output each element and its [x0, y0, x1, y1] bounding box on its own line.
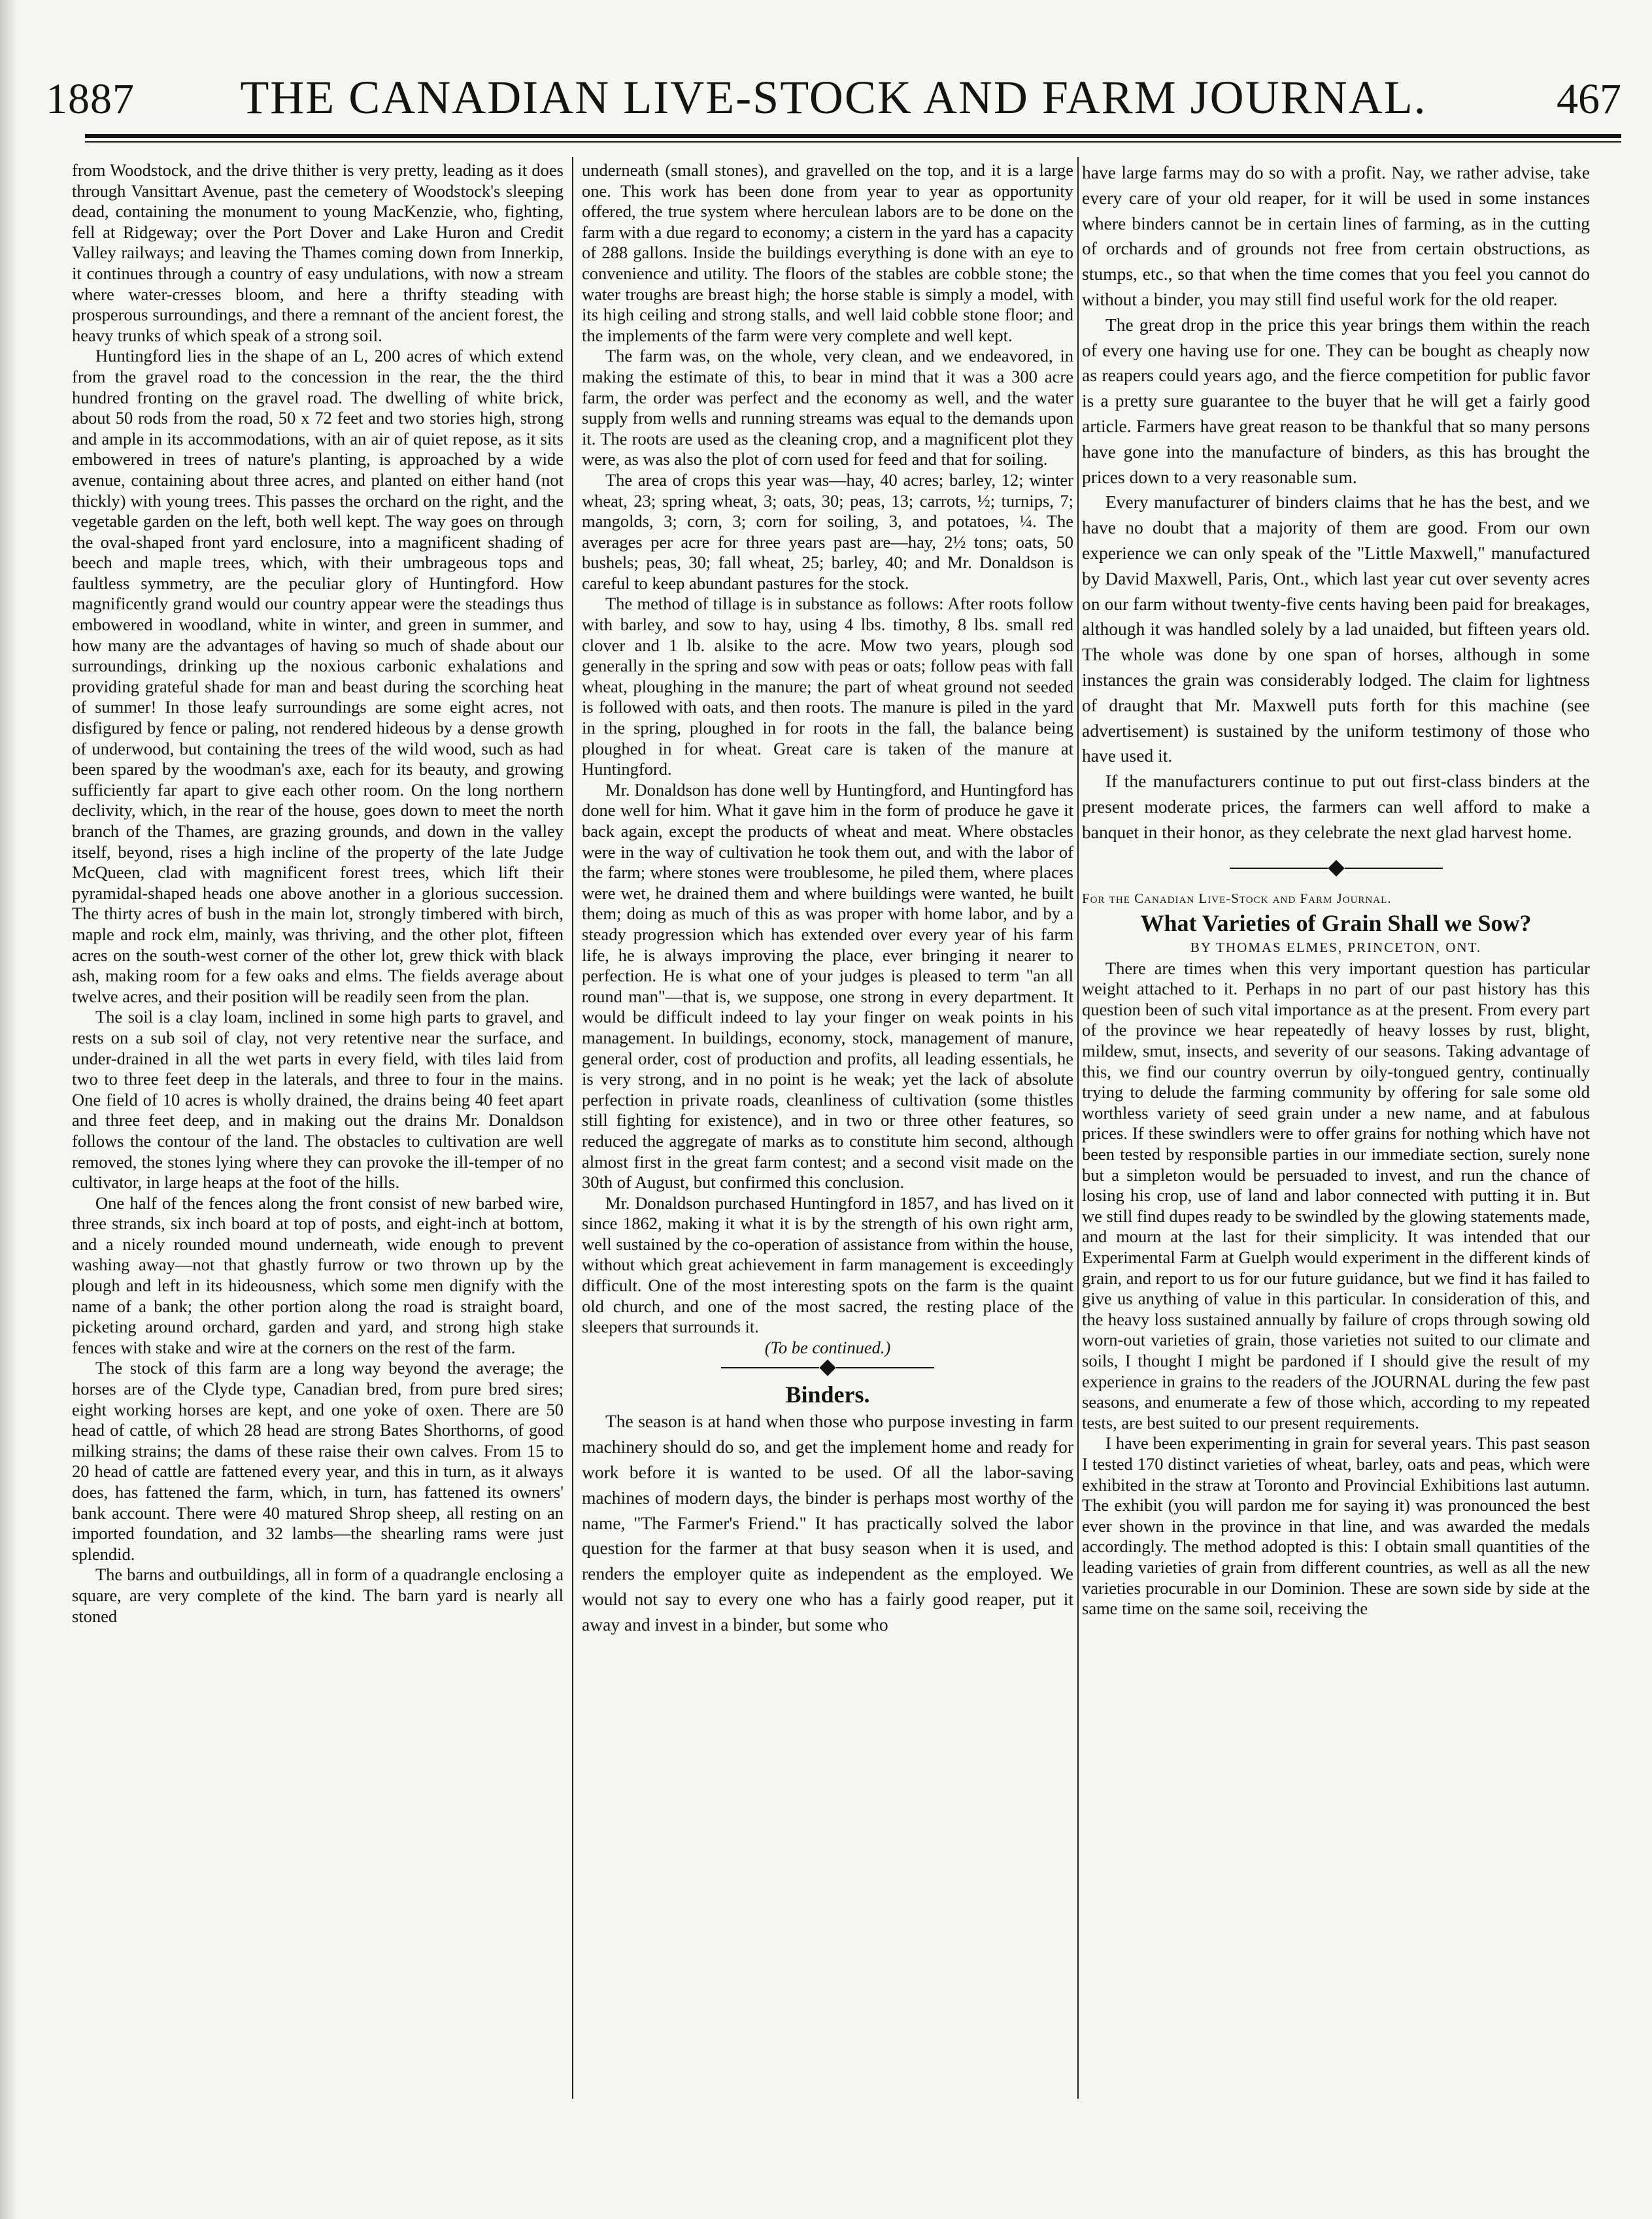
scan-edge-shadow — [0, 0, 17, 2219]
issue-year: 1887 — [46, 75, 135, 123]
masthead-rule-thin — [85, 141, 1621, 143]
binders-body-col3 — [1082, 160, 1590, 845]
paragraph: The soil is a clay loam, inclined in some high parts to gravel, and rests on a sub soil of clay, not very retentive near the surface, and under-drained in all the wet parts in every field, with tiles laid from two to three feet deep in the laterals, and three to four in the mains. One field of 10 acres is wholly drained, the drains being 40 feet apart and three feet deep, and in making out the drains Mr. Donaldson follows the contour of the land. The obstacles to cultivation are well removed, the stones lying where they can provoke the ill-temper of no cultivator, in large heaps at the foot of the hills. — [72, 1007, 564, 1193]
paragraph: underneath (small stones), and gravelled on the top, and it is a large one. This work has been done from year to year as opportunity offered, the true system where herculean labors are to be done on the farm with a due regard to economy; a cistern in the yard has a capacity of 288 gallons. Inside the buildings everything is done with an eye to convenience and utility. The floors of the stables are cobble stone; the water troughs are breast high; the horse stable is simply a model, with its high ceiling and strong stalls, and well laid cobble stone floor; and the implements of the farm were very complete and well kept. — [582, 160, 1073, 345]
section-ornament — [582, 1362, 1073, 1374]
paragraph: from Woodstock, and the drive thither is very pretty, leading as it does through Vansittart Avenue, past the cemetery of Woodstock's sleeping dead, containing the monument to young MacKenzie, who, fighting, fell at Ridgeway; over the Port Dover and Lake Huron and Credit Valley railways; and leaving the Thames coming down from Innerkip, it continues through a country of easy undulations, with now a stream where water-cresses bloom, and here a thrifty steading with prosperous surroundings, and there a remnant of the ancient forest, the heavy trunks of which speak of a strong soil. — [72, 160, 564, 345]
column-divider-2 — [1077, 157, 1079, 2099]
paragraph: Mr. Donaldson has done well by Huntingford, and Huntingford has done well for him. What it gave him in the form of produce he gave it back again, except the products of wheat and meat. Where obstacles were in the way of cultivation he took them out, and with the labor of the farm; where stones were troublesome, he piled them, where places were wet, he drained them and where buildings were wanted, he built them; doing as much of this as was proper with home labor, and by a steady progression which has extended over every year of his farm life, he is always improving the place, ever bringing it nearer to perfection. He is what one of your judges is pleased to term "an all round man"—that is, we suppose, one strong in every department. It would be difficult indeed to lay your finger on weak points in his management. In buildings, economy, stock, management of manure, general order, cost of production and profits, all leading essentials, he is very strong, and in no point is he weak; yet the lack of absolute perfection in private roads, cleanliness of cultivation (some thistles still fighting for existence), and in two or three other features, so reduced the aggregate of marks as to constitute him second, although almost first in the great farm contest; and a second visit made on the 30th of August, but confirmed this conclusion. — [582, 779, 1073, 1193]
binders-heading: Binders. — [785, 1381, 870, 1408]
journal-title: THE CANADIAN LIVE-STOCK AND FARM JOURNAL. — [240, 71, 1427, 124]
masthead-rule-thick — [85, 134, 1621, 138]
paragraph: There are times when this very important question has particular weight attached to it. Perhaps in no part of our past history has this question been of such vital importance as at the present. From every part of the province we hear repeatedly of heavy losses by rust, blight, mildew, smut, insects, and severity of our seasons. Taking advantage of this, we find our country overrun by oily-tongued gentry, continually trying to delude the farming community by offering for sale some old worthless variety of seed grain under a new name, and at fabulous prices. If these swindlers were to offer grains for nothing which have not been tested by responsible parties in our immediate section, surely none but a simpleton would be persuaded to invest, and run the chance of losing his crop, use of land and labor connected with putting it in. But we still find dupes ready to be swindled by the glowing statements made, and mourn at the last for their simplicity. It was intended that our Experimental Farm at Guelph would experiment in the different kinds of grain, and report to us for our future guidance, but we find it has failed to give us anything of value in this particular. In consideration of this, and the heavy loss sustained annually by failure of crops through sowing old worn-out varieties of grain, those varieties not suited to our climate and soils, I thought I might be pardoned if I should give the result of my experience in grains to the readers of the JOURNAL during the few past seasons, and enumerate a few of those which, according to my repeated tests, are best suited to our present requirements. — [1082, 958, 1590, 1432]
column-3 — [1082, 160, 1590, 2095]
article-byline: BY THOMAS ELMES, PRINCETON, ONT. — [1190, 940, 1482, 956]
masthead — [46, 71, 1621, 129]
paragraph: The season is at hand when those who purpose investing in farm machinery should do so, and get the implement home and ready for work before it is wanted to be used. Of all the labor-saving machines of modern days, the binder is perhaps most worthy of the name, "The Farmer's Friend." It has practically solved the labor question for the farmer at that busy season when it is used, and renders the employer quite as independent as the employed. We would not say to every one who has a fairly good reaper, put it away and invest in a binder, but some who — [582, 1411, 1073, 1635]
article-credit: For the Canadian Live-Stock and Farm Journal. — [1082, 890, 1392, 906]
paragraph: have large farms may do so with a profit. Nay, we rather advise, take every care of your old reaper, for it will be used in some instances where binders cannot be in certain lines of farming, as in the cutting of orchards and of grounds not free from certain obstructions, as stumps, etc., so that when the time comes that you feel you cannot do without a binder, you may still find useful work for the old reaper. — [1082, 162, 1590, 309]
paragraph: The barns and outbuildings, all in form of a quadrangle enclosing a square, are very complete of the kind. The barn yard is nearly all stoned — [72, 1565, 564, 1626]
paragraph: The great drop in the price this year brings them within the reach of every one having use for one. They can be bought as cheaply now as reapers could years ago, and the fierce competition for public favor is a pretty sure guarantee to the buyer that he will get a fairly good article. Farmers have great reason to be thankful that so many persons have gone into the manufacture of binders, as this has brought the prices down to a very reasonable sum. — [1082, 314, 1590, 487]
column-1 — [72, 160, 564, 2095]
column-2 — [582, 160, 1073, 2095]
paragraph: If the manufacturers continue to put out first-class binders at the present moderate prices, the farmers can well afford to make a banquet in their honor, as they celebrate the next glad harvest home. — [1082, 771, 1590, 842]
paragraph: One half of the fences along the front consist of new barbed wire, three strands, six inch board at top of posts, and eight-inch at bottom, and a nicely rounded mound underneath, wide enough to prevent washing away—not that ghastly furrow or two thrown up by the plough and left in its hideousness, which some men dignify with the name of a bank; the other portion along the road is straight board, picketing around orchard, garden and yard, and strong high stake fences with stake and wire at the corners on the rest of the farm. — [72, 1193, 564, 1357]
paragraph: The stock of this farm are a long way beyond the average; the horses are of the Clyde type, Canadian bred, from pure bred sires; eight working horses are kept, and one yoke of oxen. There are 50 head of cattle, of which 28 head are strong Bates Shorthorns, of good milking strains; the dams of these raise their own calves. From 15 to 20 head of cattle are fattened every year, and this in turn, as it always does, has fattened the farm, which, in turn, has fattened its owners' bank account. There were 40 matured Shrop sheep, all resting on an imported foundation, and 32 lambs—the shearling rams were just splendid. — [72, 1358, 564, 1564]
paragraph: Mr. Donaldson purchased Huntingford in 1857, and has lived on it since 1862, making it what it is by the strength of his own right arm, well sustained by the co-operation of assistance from within the house, without which great achievement in farm management is exceedingly difficult. One of the most interesting spots on the farm is the quaint old church, and one of the most sacred, the resting place of the sleepers that surrounds it. — [582, 1193, 1073, 1337]
column-divider-1 — [572, 157, 573, 2099]
paragraph: The method of tillage is in substance as follows: After roots follow with barley, and sow to hay, using 4 lbs. timothy, 8 lbs. small red clover and 1 lb. alsike to the acre. Mow two years, plough sod generally in the spring and sow with peas or oats; follow peas with fall wheat, ploughing in the manure; the part of wheat ground not seeded is followed with oats, and then roots. The manure is piled in the yard in the spring, ploughed in for roots in the fall, the balance being ploughed in for wheat. Great care is taken of the manure at Huntingford. — [582, 594, 1073, 779]
paragraph: The area of crops this year was—hay, 40 acres; barley, 12; winter wheat, 23; spring wheat, 3; oats, 30; peas, 13; carrots, ½; turnips, 7; mangolds, 3; corn, 3; corn for soiling, 3, and potatoes, ¼. The averages per acre for three years past are—hay, 2½ tons; oats, 50 bushels; peas, 30; fall wheat, 25; barley, 40; and Mr. Donaldson is careful to keep abundant pastures for the stock. — [582, 469, 1073, 593]
paragraph: I have been experimenting in grain for several years. This past season I tested 170 distinct varieties of wheat, barley, oats and peas, which were exhibited in the straw at Toronto and Provincial Exhibitions last autumn. The exhibit (you will pardon me for saying it) was pronounced the best ever shown in the province in that line, and was awarded the medals accordingly. The method adopted is this: I obtain small quantities of the leading varieties of grain from different countries, as well as all the new varieties procurable in our Dominion. These are sown side by side at the same time on the same soil, receiving the — [1082, 1433, 1590, 1619]
page-number: 467 — [1557, 75, 1621, 123]
binders-body-col2 — [582, 1409, 1073, 1637]
section-ornament — [1082, 862, 1590, 874]
paragraph: The farm was, on the whole, very clean, and we endeavored, in making the estimate of this, to bear in mind that it was a 300 acre farm, the order was perfect and the economy as well, and the water supply from wells and running streams was equal to the demands upon it. The roots are used as the cleaning crop, and a magnificent plot they were, as was also the plot of corn used for feed and that for soiling. — [582, 346, 1073, 469]
paragraph: Every manufacturer of binders claims that he has the best, and we have no doubt that a majority of them are good. From our own experience we can only speak of the "Little Maxwell," manufactured by David Maxwell, Paris, Ont., which last year cut over seventy acres on our farm without twenty-five cents having been paid for breakages, although it was handled solely by a lad unaided, but fifteen years old. The whole was done by one span of horses, although in some instances the grain was considerably lodged. The claim for lightness of draught that Mr. Maxwell puts forth for this machine (see advertisement) is sustained by the uniform testimony of those who have used it. — [1082, 492, 1590, 766]
continued-note: (To be continued.) — [764, 1337, 891, 1357]
paragraph: Huntingford lies in the shape of an L, 200 acres of which extend from the gravel road to the concession in the rear, the the third hundred fronting on the gravel road. The dwelling of white brick, about 50 rods from the road, 50 x 72 feet and two stories high, strong and ample in its accommodations, with an air of quiet repose, as it sits embowered in trees of nature's planting, is approached by a wide avenue, containing about three acres, and planted on either hand (not thickly) with young trees. This passes the orchard on the right, and the vegetable garden on the left, both well kept. The way goes on through the oval-shaped front yard enclosure, into a magnificent shading of beech and maple trees, which, with their umbrageous tops and faultless symmetry, are the peculiar glory of Huntingford. How magnificently grand would our country appear were the steadings thus embowered in woodland, white in winter, and green in summer, and how many are the advantages of having so much of shade about our surroundings, drinking up the noxious carbonic exhalations and providing grateful shade for man and beast during the scorching heat of summer! In those leafy surroundings are some eight acres, not disfigured by fence or paling, not rendered hideous by a dense growth of underwood, but containing the trees of the wild wood, such as had been spared by the woodman's axe, each for its beauty, and growing sufficiently far apart to give each other room. On the long northern declivity, which, in the rear of the house, goes down to meet the north branch of the Thames, are grazing grounds, and down in the valley itself, beyond, rises a high incline of the property of the late Judge McQueen, clad with magnificent forest trees, which lift their pyramidal-shaped heads one above another in a glorious succession. The thirty acres of bush in the main lot, strongly timbered with birch, maple and rock elm, mainly, was thriving, and the other plot, fifteen acres on the south-west corner of the other lot, grew thick with black ash, making room for a few oaks and elms. The fields average about twelve acres, and their position will be readily seen from the plan. — [72, 346, 564, 1006]
varieties-heading: What Varieties of Grain Shall we Sow? — [1140, 910, 1532, 937]
